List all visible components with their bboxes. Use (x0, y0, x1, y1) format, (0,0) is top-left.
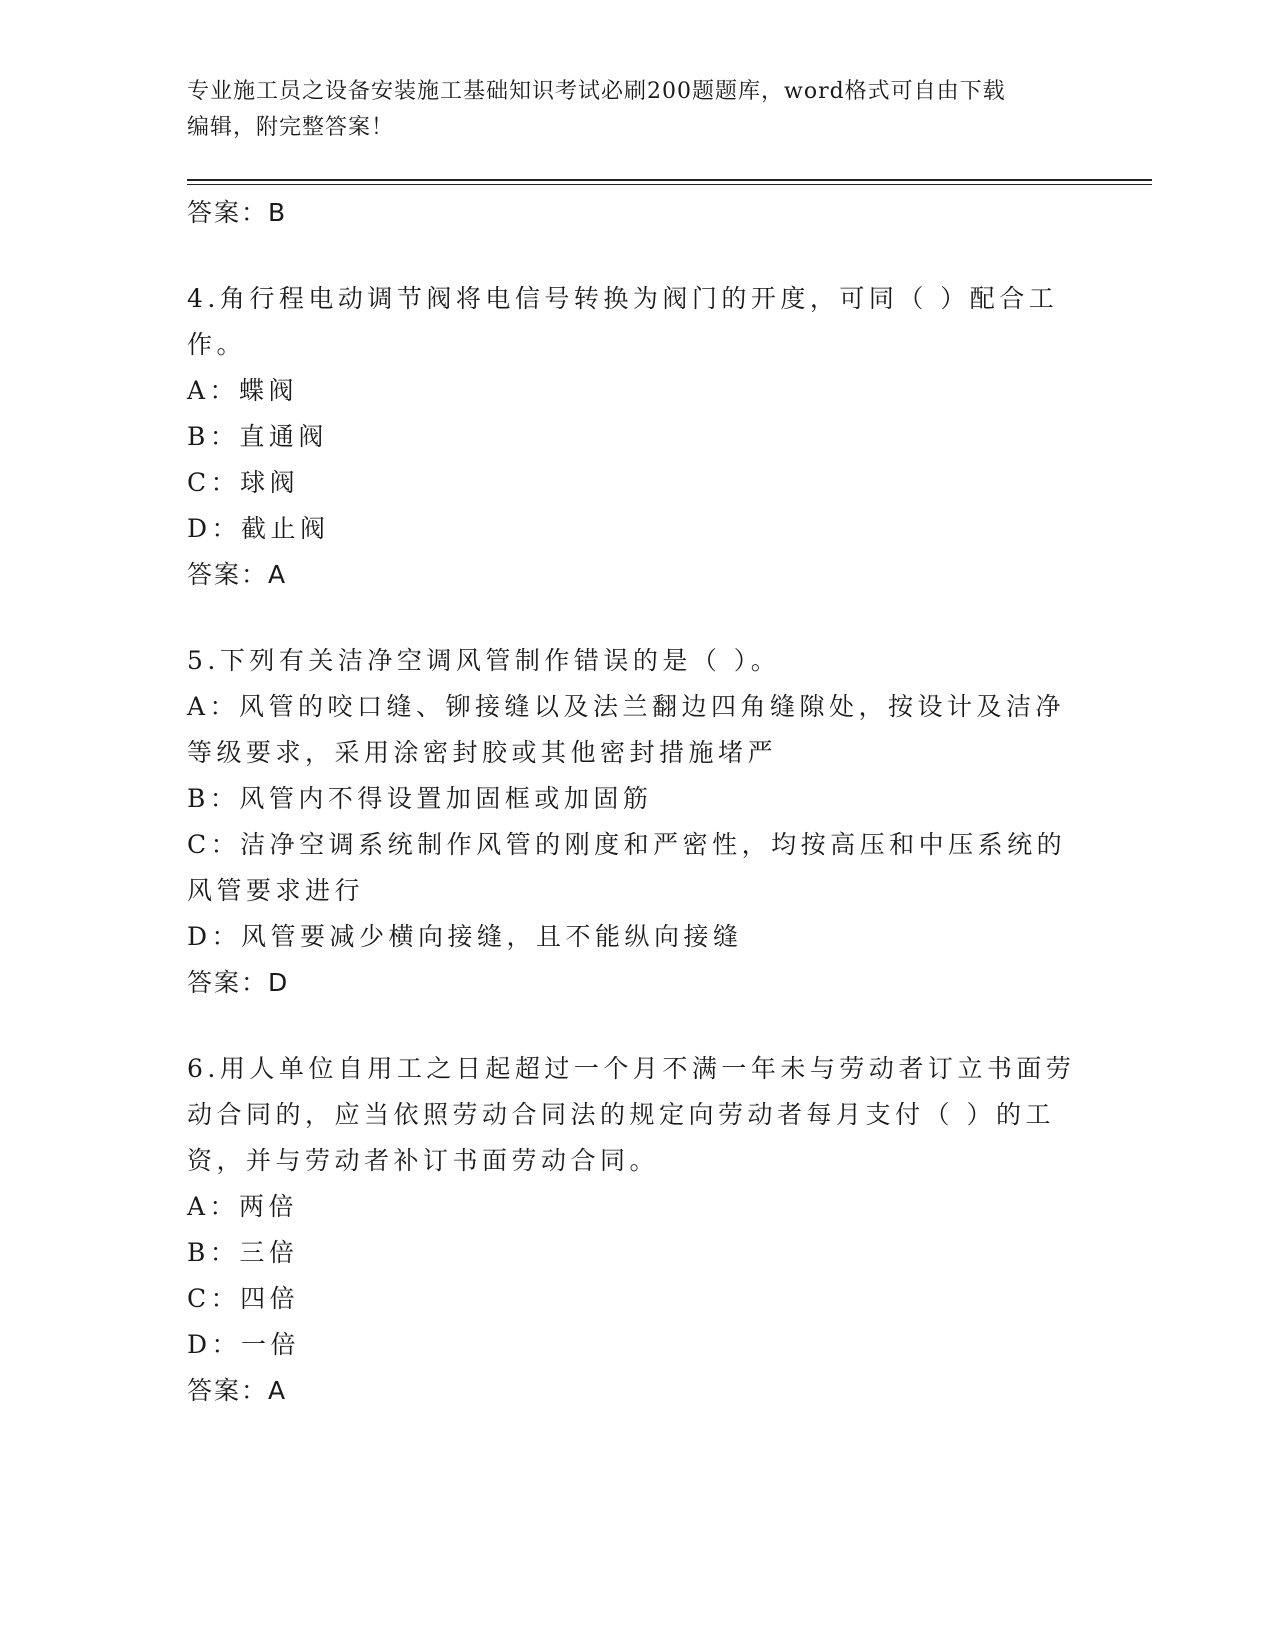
question-block (187, 276, 1077, 598)
answer-line: 答案：A (187, 1376, 288, 1405)
question-text: 6.用人单位自用工之日起超过一个月不满一年未与劳动者订立书面劳动合同的，应当依照劳动合同法的规定向劳动者每月支付（ ）的工资，并与劳动者补订书面劳动合同。 (187, 1054, 1076, 1175)
option-c: C：四倍 (187, 1284, 300, 1313)
option-a: A：两倍 (187, 1192, 299, 1221)
option-b: B：直通阀 (187, 422, 328, 451)
header-line-2: 编辑，附完整答案！ (187, 115, 395, 140)
answer-line: 答案：A (187, 560, 288, 589)
question-block (187, 1046, 1077, 1414)
option-c: C：洁净空调系统制作风管的刚度和严密性，均按高压和中压系统的风管要求进行 (187, 830, 1067, 905)
option-a: A：蝶阀 (187, 376, 299, 405)
header-line-1: 专业施工员之设备安装施工基础知识考试必刷200题题库，word格式可自由下载 (187, 79, 1006, 104)
question-text: 5.下列有关洁净空调风管制作错误的是（ ）。 (187, 646, 781, 675)
option-b: B：三倍 (187, 1238, 299, 1267)
document-header (187, 74, 1067, 146)
header-divider-thin (187, 184, 1152, 185)
option-b: B：风管内不得设置加固框或加固筋 (187, 784, 653, 813)
question-text: 4.角行程电动调节阀将电信号转换为阀门的开度，可同（ ）配合工作。 (187, 284, 1059, 359)
option-d: D：一倍 (187, 1330, 301, 1359)
answer-line: 答案：B (187, 198, 288, 227)
answer-line: 答案：D (187, 968, 290, 997)
option-d: D：截止阀 (187, 514, 330, 543)
option-a: A：风管的咬口缝、铆接缝以及法兰翻边四角缝隙处，按设计及洁净等级要求，采用涂密封胶或其他密封措施堵严 (187, 692, 1066, 767)
header-divider-thick (187, 179, 1152, 181)
option-c: C：球阀 (187, 468, 300, 497)
document-body (187, 190, 1077, 1414)
option-d: D：风管要减少横向接缝，且不能纵向接缝 (187, 922, 743, 951)
question-block (187, 638, 1077, 1006)
